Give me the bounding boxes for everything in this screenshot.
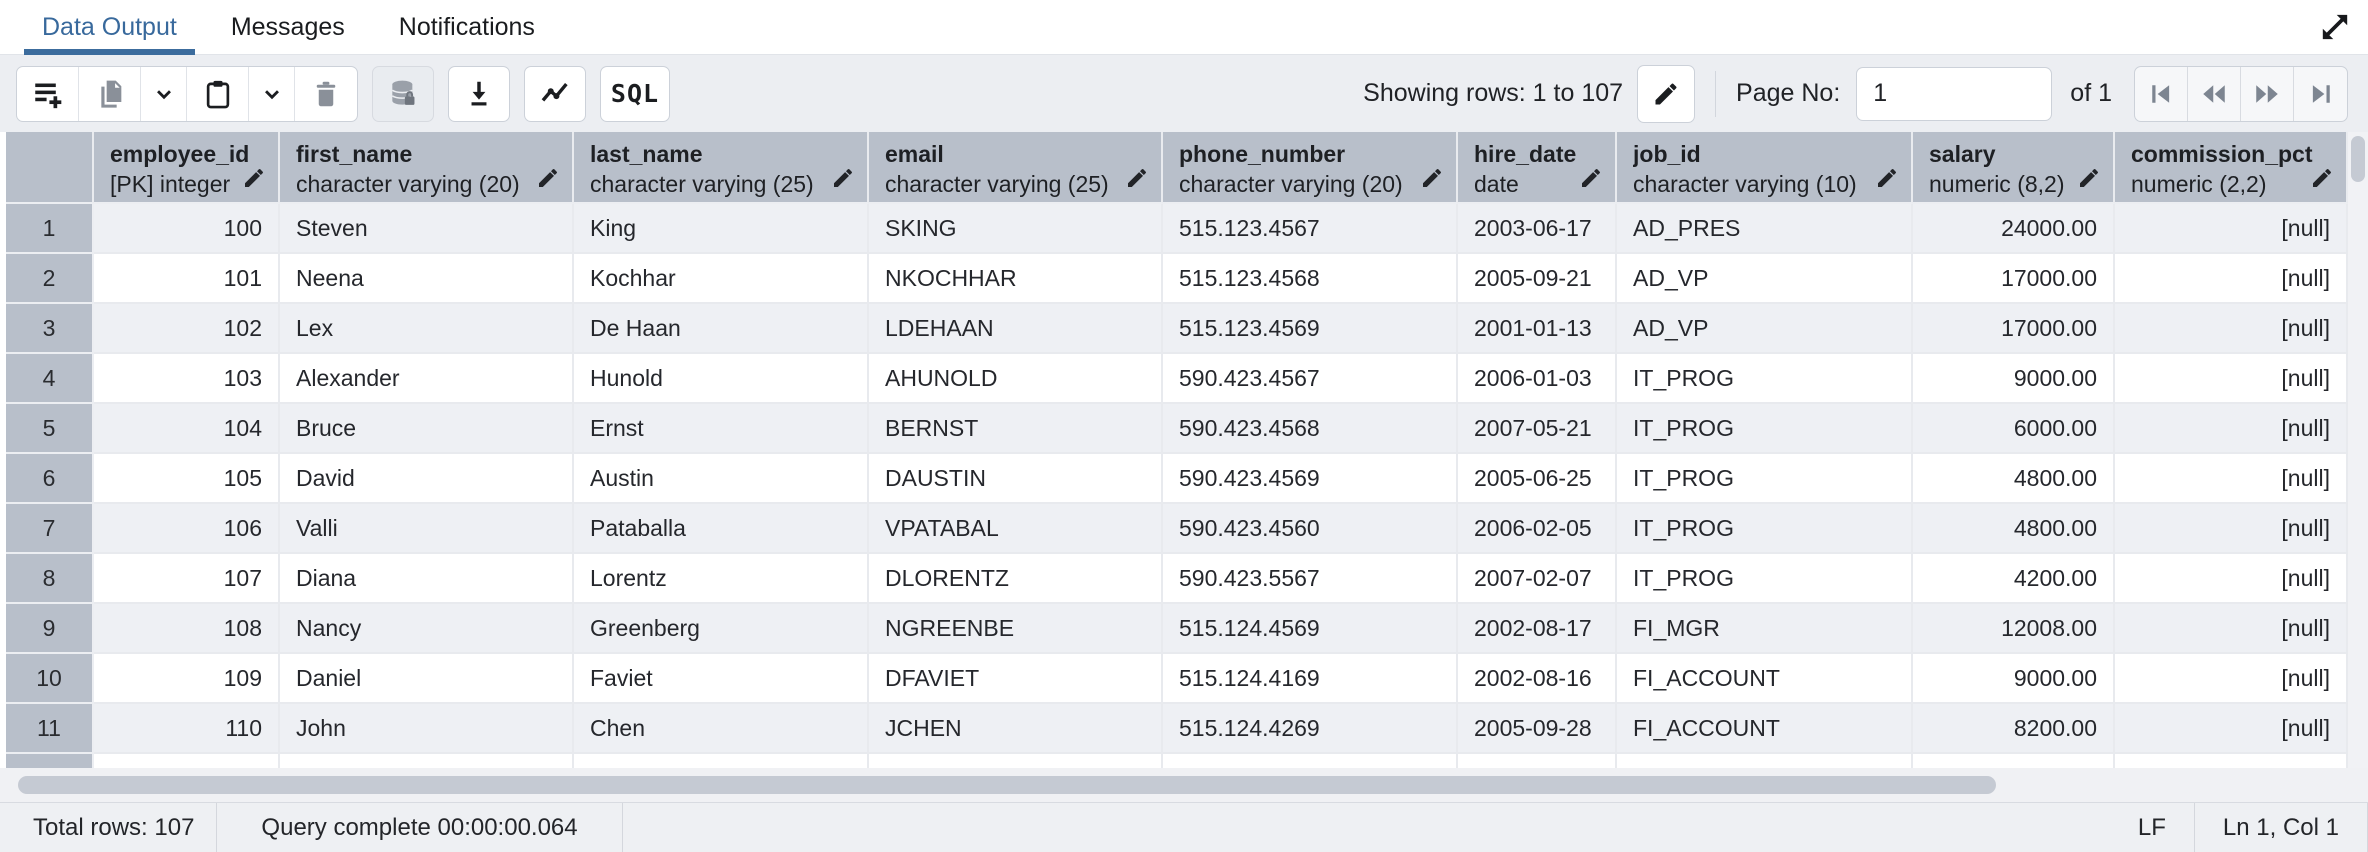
pencil-icon [2310,166,2334,190]
cursor-position-label: Ln 1, Col 1 [2222,813,2339,841]
table-cell[interactable]: [null] [2115,554,2348,604]
table-cell[interactable]: [null] [2115,254,2348,304]
table-cell[interactable]: 515.124.4169 [1163,654,1458,704]
graph-visualiser-button[interactable] [524,66,586,122]
table-cell[interactable]: AHUNOLD [869,354,1163,404]
vertical-scrollbar[interactable] [2348,132,2368,768]
next-page-button[interactable] [2241,67,2294,121]
table-row [0,254,2348,304]
table-cell[interactable]: 12008.00 [1913,604,2115,654]
table-row [0,504,2348,554]
delete-row-icon [311,79,341,109]
table-cell[interactable]: DLORENTZ [869,554,1163,604]
table-cell[interactable]: FI_ACCOUNT [1617,704,1913,754]
table-cell[interactable]: DFAVIET [869,654,1163,704]
table-cell[interactable]: Kochhar [574,254,869,304]
first-page-icon [2146,79,2176,109]
table-cell[interactable]: 2002-08-16 [1458,654,1617,704]
table-cell[interactable]: [null] [2115,404,2348,454]
table-cell[interactable]: 2006-02-05 [1458,504,1617,554]
column-type: character varying (20) [1179,171,1403,197]
download-csv-icon [463,78,495,110]
table-cell[interactable]: 515.124.4269 [1163,704,1458,754]
table-cell[interactable]: IT_PROG [1617,554,1913,604]
page-count-label: of 1 [2070,79,2112,107]
table-cell[interactable] [574,754,869,768]
data-output-toolbar [0,55,2368,132]
first-page-button[interactable] [2135,67,2188,121]
row-number-cell[interactable]: 11 [6,704,94,754]
table-cell[interactable]: Valli [280,504,574,554]
copy-options-chevron-icon [151,81,177,107]
column-name: last_name [590,141,703,167]
status-bar [0,802,2368,852]
column-header-last_name[interactable] [574,132,869,204]
showing-rows-label: Showing rows: 1 to 107 [1363,79,1624,107]
table-cell[interactable]: 109 [94,654,280,704]
edit-buttons-group [16,66,358,122]
table-row [0,204,2348,254]
tab-label: Messages [230,12,345,41]
table-cell[interactable]: Pataballa [574,504,869,554]
table-cell[interactable]: 17000.00 [1913,254,2115,304]
tab-data-output[interactable] [28,0,191,54]
table-cell[interactable]: Greenberg [574,604,869,654]
table-cell[interactable]: 2005-09-21 [1458,254,1617,304]
row-number-cell[interactable]: 9 [6,604,94,654]
expand-diagonal-icon [2318,10,2352,44]
column-name: job_id [1633,141,1701,167]
column-header-job_id[interactable] [1617,132,1913,204]
table-cell[interactable]: 2006-01-03 [1458,354,1617,404]
table-cell[interactable]: David [280,454,574,504]
table-cell[interactable]: 515.124.4569 [1163,604,1458,654]
table-cell[interactable]: Neena [280,254,574,304]
table-cell[interactable]: Daniel [280,654,574,704]
table-cell[interactable]: NKOCHHAR [869,254,1163,304]
copy-icon [94,78,126,110]
table-cell[interactable] [94,754,280,768]
table-cell[interactable]: 2007-05-21 [1458,404,1617,454]
page-no-label: Page No: [1736,79,1841,107]
next-page-icon [2252,79,2282,109]
expand-panel-button[interactable] [2316,8,2354,46]
table-cell[interactable]: 110 [94,704,280,754]
column-name: commission_pct [2131,141,2313,167]
table-cell[interactable]: 590.423.4567 [1163,354,1458,404]
table-cell[interactable]: King [574,204,869,254]
table-cell[interactable]: Austin [574,454,869,504]
table-cell[interactable]: AD_VP [1617,254,1913,304]
table-cell[interactable]: VPATABAL [869,504,1163,554]
table-cell[interactable]: 2001-01-13 [1458,304,1617,354]
vertical-scrollbar-thumb[interactable] [2351,136,2365,182]
table-cell[interactable]: 6000.00 [1913,404,2115,454]
column-type: [PK] integer [110,171,231,197]
table-cell[interactable]: Faviet [574,654,869,704]
table-cell[interactable]: [null] [2115,354,2348,404]
table-row [0,454,2348,504]
column-header-hire_date[interactable] [1458,132,1617,204]
table-row [0,754,2348,768]
table-cell[interactable]: 515.123.4569 [1163,304,1458,354]
row-number-cell[interactable]: 8 [6,554,94,604]
table-cell[interactable]: LDEHAAN [869,304,1163,354]
table-cell[interactable]: 2005-09-28 [1458,704,1617,754]
row-number-cell[interactable]: 3 [6,304,94,354]
table-cell[interactable]: 515.123.4567 [1163,204,1458,254]
page-number-input[interactable] [1856,67,2052,121]
table-cell[interactable]: [null] [2115,654,2348,704]
pencil-icon [1652,80,1680,108]
table-cell[interactable]: 105 [94,454,280,504]
table-cell[interactable]: AD_PRES [1617,204,1913,254]
line-ending-label: LF [2137,813,2166,841]
table-row [0,304,2348,354]
table-cell[interactable]: 100 [94,204,280,254]
tab-label: Data Output [42,12,177,41]
sql-button[interactable] [600,66,670,122]
table-cell[interactable]: 17000.00 [1913,304,2115,354]
pencil-icon [1875,166,1899,190]
table-row [0,704,2348,754]
table-cell[interactable]: Bruce [280,404,574,454]
column-type: date [1474,171,1519,197]
table-cell[interactable]: 2002-08-17 [1458,604,1617,654]
pencil-icon [536,166,560,190]
column-type: character varying (20) [296,171,520,197]
query-complete-label: Query complete 00:00:00.064 [261,813,578,841]
column-type: character varying (25) [590,171,814,197]
paste-icon [202,78,234,110]
table-cell[interactable]: Alexander [280,354,574,404]
status-divider [622,803,623,852]
grid-body [0,204,2348,768]
table-cell[interactable]: [null] [2115,504,2348,554]
row-number-cell[interactable] [6,754,94,768]
tab-label: Notifications [398,12,535,41]
row-number-cell[interactable]: 7 [6,504,94,554]
toolbar-right-section [1363,65,2352,123]
table-cell[interactable]: IT_PROG [1617,504,1913,554]
table-cell[interactable]: 8200.00 [1913,704,2115,754]
row-number-cell[interactable]: 4 [6,354,94,404]
pencil-icon [2077,166,2101,190]
table-cell[interactable]: 101 [94,254,280,304]
table-cell[interactable]: Hunold [574,354,869,404]
column-type: character varying (10) [1633,171,1857,197]
column-header-employee_id[interactable] [94,132,280,204]
pencil-icon [1125,166,1149,190]
table-cell[interactable]: [null] [2115,704,2348,754]
pencil-icon [1420,166,1444,190]
previous-page-icon [2199,79,2229,109]
column-type: numeric (2,2) [2131,171,2267,197]
table-cell[interactable]: 9000.00 [1913,654,2115,704]
last-page-button[interactable] [2294,67,2347,121]
table-cell[interactable]: Chen [574,704,869,754]
row-number-cell[interactable]: 2 [6,254,94,304]
download-csv-button[interactable] [448,66,510,122]
edit-showing-rows-button[interactable] [1637,65,1695,123]
sql-icon: SQL [610,79,660,108]
table-cell[interactable]: JCHEN [869,704,1163,754]
table-cell[interactable]: Lex [280,304,574,354]
table-cell[interactable] [1163,754,1458,768]
total-rows-label: Total rows: 107 [33,813,195,841]
table-cell[interactable] [1913,754,2115,768]
paste-button[interactable] [187,67,249,121]
table-row [0,404,2348,454]
table-cell[interactable]: [null] [2115,454,2348,504]
table-cell[interactable]: 107 [94,554,280,604]
column-name: hire_date [1474,141,1577,167]
table-cell[interactable]: 4800.00 [1913,454,2115,504]
table-cell[interactable]: 108 [94,604,280,654]
table-cell[interactable]: [null] [2115,604,2348,654]
column-header-salary[interactable] [1913,132,2115,204]
table-cell[interactable]: Steven [280,204,574,254]
table-cell[interactable]: 590.423.4568 [1163,404,1458,454]
result-tab-bar [0,0,2368,55]
table-cell[interactable]: 104 [94,404,280,454]
table-cell[interactable]: 590.423.5567 [1163,554,1458,604]
table-cell[interactable]: IT_PROG [1617,404,1913,454]
table-cell[interactable] [1617,754,1913,768]
pencil-icon [242,166,266,190]
pencil-icon [831,166,855,190]
paste-options-button[interactable] [249,67,295,121]
table-cell[interactable]: [null] [2115,304,2348,354]
toolbar-divider [1715,71,1716,117]
table-cell[interactable]: 24000.00 [1913,204,2115,254]
column-header-commission_pct[interactable] [2115,132,2348,204]
table-cell[interactable]: SKING [869,204,1163,254]
table-cell[interactable]: De Haan [574,304,869,354]
row-number-cell[interactable]: 6 [6,454,94,504]
add-row-icon [31,77,65,111]
table-cell[interactable]: Ernst [574,404,869,454]
column-name: salary [1929,141,1996,167]
column-name: email [885,141,944,167]
table-row [0,654,2348,704]
table-cell[interactable]: FI_ACCOUNT [1617,654,1913,704]
table-cell[interactable]: 590.423.4569 [1163,454,1458,504]
table-cell[interactable]: 103 [94,354,280,404]
table-cell[interactable]: 4200.00 [1913,554,2115,604]
save-data-changes-button[interactable] [372,66,434,122]
table-cell[interactable]: 2003-06-17 [1458,204,1617,254]
table-cell[interactable]: Lorentz [574,554,869,604]
column-header-phone_number[interactable] [1163,132,1458,204]
table-cell[interactable]: IT_PROG [1617,354,1913,404]
previous-page-button[interactable] [2188,67,2241,121]
tab-notifications[interactable] [385,0,549,54]
horizontal-scrollbar[interactable] [0,768,2368,802]
save-data-changes-icon [387,78,419,110]
table-cell[interactable]: DAUSTIN [869,454,1163,504]
results-grid [0,132,2348,768]
table-cell[interactable]: 9000.00 [1913,354,2115,404]
table-cell[interactable] [1458,754,1617,768]
row-number-cell[interactable]: 10 [6,654,94,704]
pencil-icon [1579,166,1603,190]
table-cell[interactable] [869,754,1163,768]
table-cell[interactable]: Nancy [280,604,574,654]
pagination-group [2134,66,2348,122]
table-cell[interactable]: IT_PROG [1617,454,1913,504]
column-type: numeric (8,2) [1929,171,2065,197]
table-cell[interactable]: 590.423.4560 [1163,504,1458,554]
table-row [0,604,2348,654]
table-cell[interactable]: 106 [94,504,280,554]
row-number-cell[interactable]: 5 [6,404,94,454]
table-row [0,354,2348,404]
table-cell[interactable]: NGREENBE [869,604,1163,654]
copy-button[interactable] [79,67,141,121]
table-cell[interactable]: BERNST [869,404,1163,454]
column-header-email[interactable] [869,132,1163,204]
copy-options-button[interactable] [141,67,187,121]
table-cell[interactable]: 4800.00 [1913,504,2115,554]
table-cell[interactable]: FI_MGR [1617,604,1913,654]
table-cell[interactable] [280,754,574,768]
table-row [0,554,2348,604]
tab-messages[interactable] [217,0,359,54]
grid-header-row [0,132,2348,204]
column-name: employee_id [110,141,250,167]
row-number-cell[interactable]: 1 [6,204,94,254]
table-cell[interactable]: John [280,704,574,754]
column-name: first_name [296,141,413,167]
horizontal-scrollbar-thumb[interactable] [18,776,1996,794]
table-cell[interactable]: [null] [2115,204,2348,254]
table-cell[interactable]: 515.123.4568 [1163,254,1458,304]
table-cell[interactable]: 102 [94,304,280,354]
column-name: phone_number [1179,141,1346,167]
select-all-corner-cell[interactable] [6,132,94,204]
table-cell[interactable]: 2005-06-25 [1458,454,1617,504]
column-type: character varying (25) [885,171,1109,197]
table-cell[interactable]: AD_VP [1617,304,1913,354]
paste-options-chevron-icon [259,81,285,107]
delete-row-button[interactable] [295,67,357,121]
last-page-icon [2306,79,2336,109]
column-header-first_name[interactable] [280,132,574,204]
table-cell[interactable]: Diana [280,554,574,604]
table-cell[interactable]: 2007-02-07 [1458,554,1617,604]
table-cell[interactable] [2115,754,2348,768]
graph-visualiser-icon [538,77,572,111]
add-row-button[interactable] [17,67,79,121]
